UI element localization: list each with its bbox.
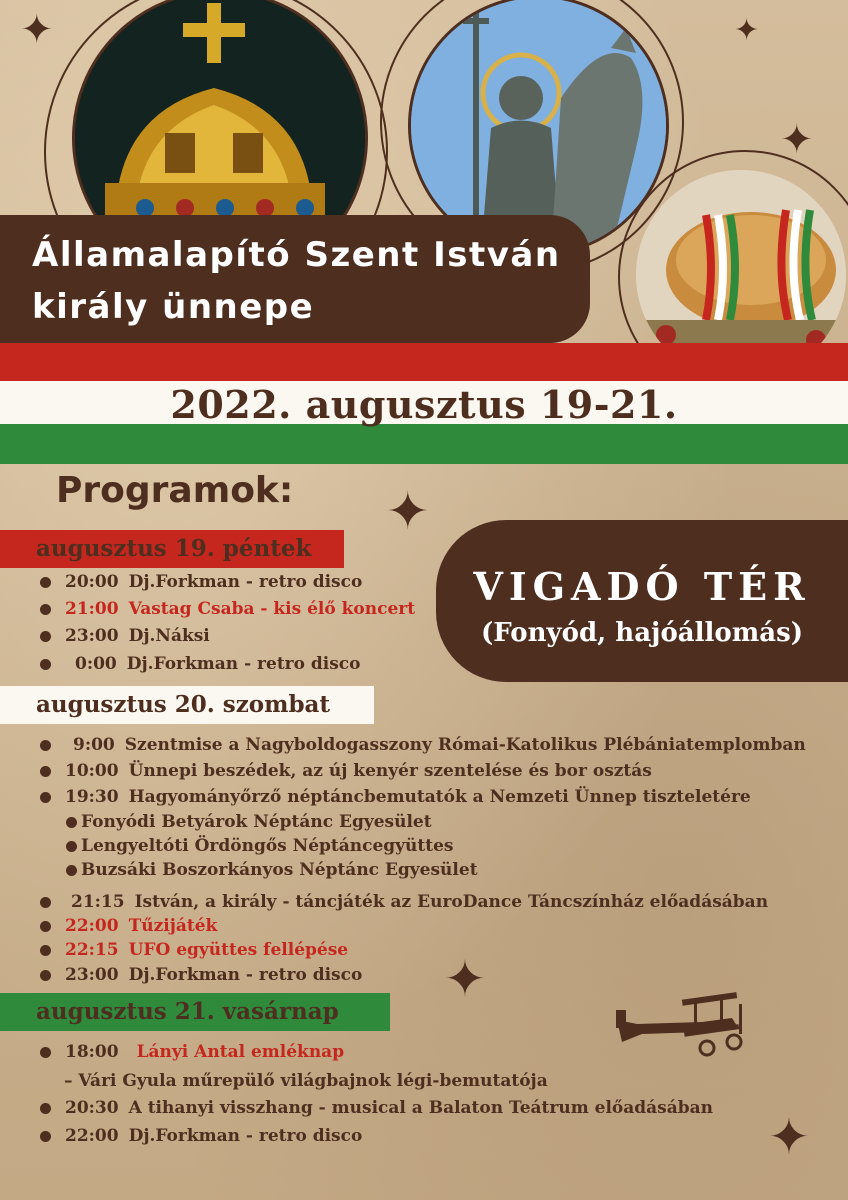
event-date: 2022. augusztus 19-21. [170,382,678,427]
title-banner [0,215,590,343]
list-item: Fonyódi Betyárok Néptánc Egyesület [66,812,432,832]
list-item: 19:30 Hagyományőrző néptáncbemutatók a Nemzeti Ünnep tiszteletére [40,787,751,807]
sparkle-star-icon: ✦ [386,482,430,542]
venue-box [436,520,848,682]
bullet-icon [40,659,51,670]
bullet-icon [66,865,77,876]
bullet-icon [40,945,51,956]
list-item: 20:00 Dj.Forkman - retro disco [40,572,362,592]
list-item: 10:00 Ünnepi beszédek, az új kenyér szentelése és bor osztás [40,761,652,781]
venue-location: (Fonyód, hajóállomás) [480,618,804,648]
sparkle-star-icon: ✦ [734,13,760,48]
bullet-icon [40,1131,51,1142]
bullet-icon [40,897,51,908]
bullet-icon [40,577,51,588]
list-item: 22:00 Tűzijáték [40,916,217,936]
list-item: 22:00 Dj.Forkman - retro disco [40,1126,362,1146]
list-item: – Vári Gyula műrepülő világbajnok légi-bemutatója [64,1071,548,1091]
venue-name: VIGADÓ TÉR [473,564,811,609]
page-title-line2: király ünnepe [32,287,315,327]
list-item: 0:00 Dj.Forkman - retro disco [40,654,361,674]
bullet-icon [40,1047,51,1058]
sparkle-star-icon: ✦ [768,1108,810,1166]
list-item: 18:00 Lányi Antal emléknap [40,1042,344,1062]
sparkle-star-icon: ✦ [780,117,814,163]
list-item: Buzsáki Boszorkányos Néptánc Egyesület [66,860,478,880]
day-heading: augusztus 20. szombat [0,686,374,724]
bullet-icon [40,604,51,615]
biplane-icon [612,982,752,1062]
day-heading: augusztus 19. péntek [0,530,344,568]
list-item: 22:15 UFO együttes fellépése [40,940,348,960]
list-item: 21:15 István, a király - táncjáték az EuroDance Táncszínház előadásában [40,892,768,912]
page-title-line1: Államalapító Szent István [32,235,561,275]
bullet-icon [40,1103,51,1114]
bullet-icon [66,841,77,852]
flag-stripe-red [0,343,848,381]
programs-heading: Programok: [56,470,294,511]
bullet-icon [40,970,51,981]
bullet-icon [66,817,77,828]
sparkle-star-icon: ✦ [444,950,486,1008]
bullet-icon [40,740,51,751]
bullet-icon [40,792,51,803]
day-heading: augusztus 21. vasárnap [0,993,390,1031]
bullet-icon [40,631,51,642]
list-item: 23:00 Dj.Forkman - retro disco [40,965,362,985]
list-item: 9:00 Szentmise a Nagyboldogasszony Római-Katolikus Plébániatemplomban [40,735,806,755]
bullet-icon [40,766,51,777]
bullet-icon [40,921,51,932]
list-item: 21:00 Vastag Csaba - kis élő koncert [40,599,415,619]
list-item: Lengyeltóti Ördöngős Néptáncegyüttes [66,836,454,856]
list-item: 20:30 A tihanyi visszhang - musical a Balaton Teátrum előadásában [40,1098,713,1118]
flag-stripe-green [0,424,848,464]
sparkle-star-icon: ✦ [20,7,54,53]
list-item: 23:00 Dj.Náksi [40,626,210,646]
